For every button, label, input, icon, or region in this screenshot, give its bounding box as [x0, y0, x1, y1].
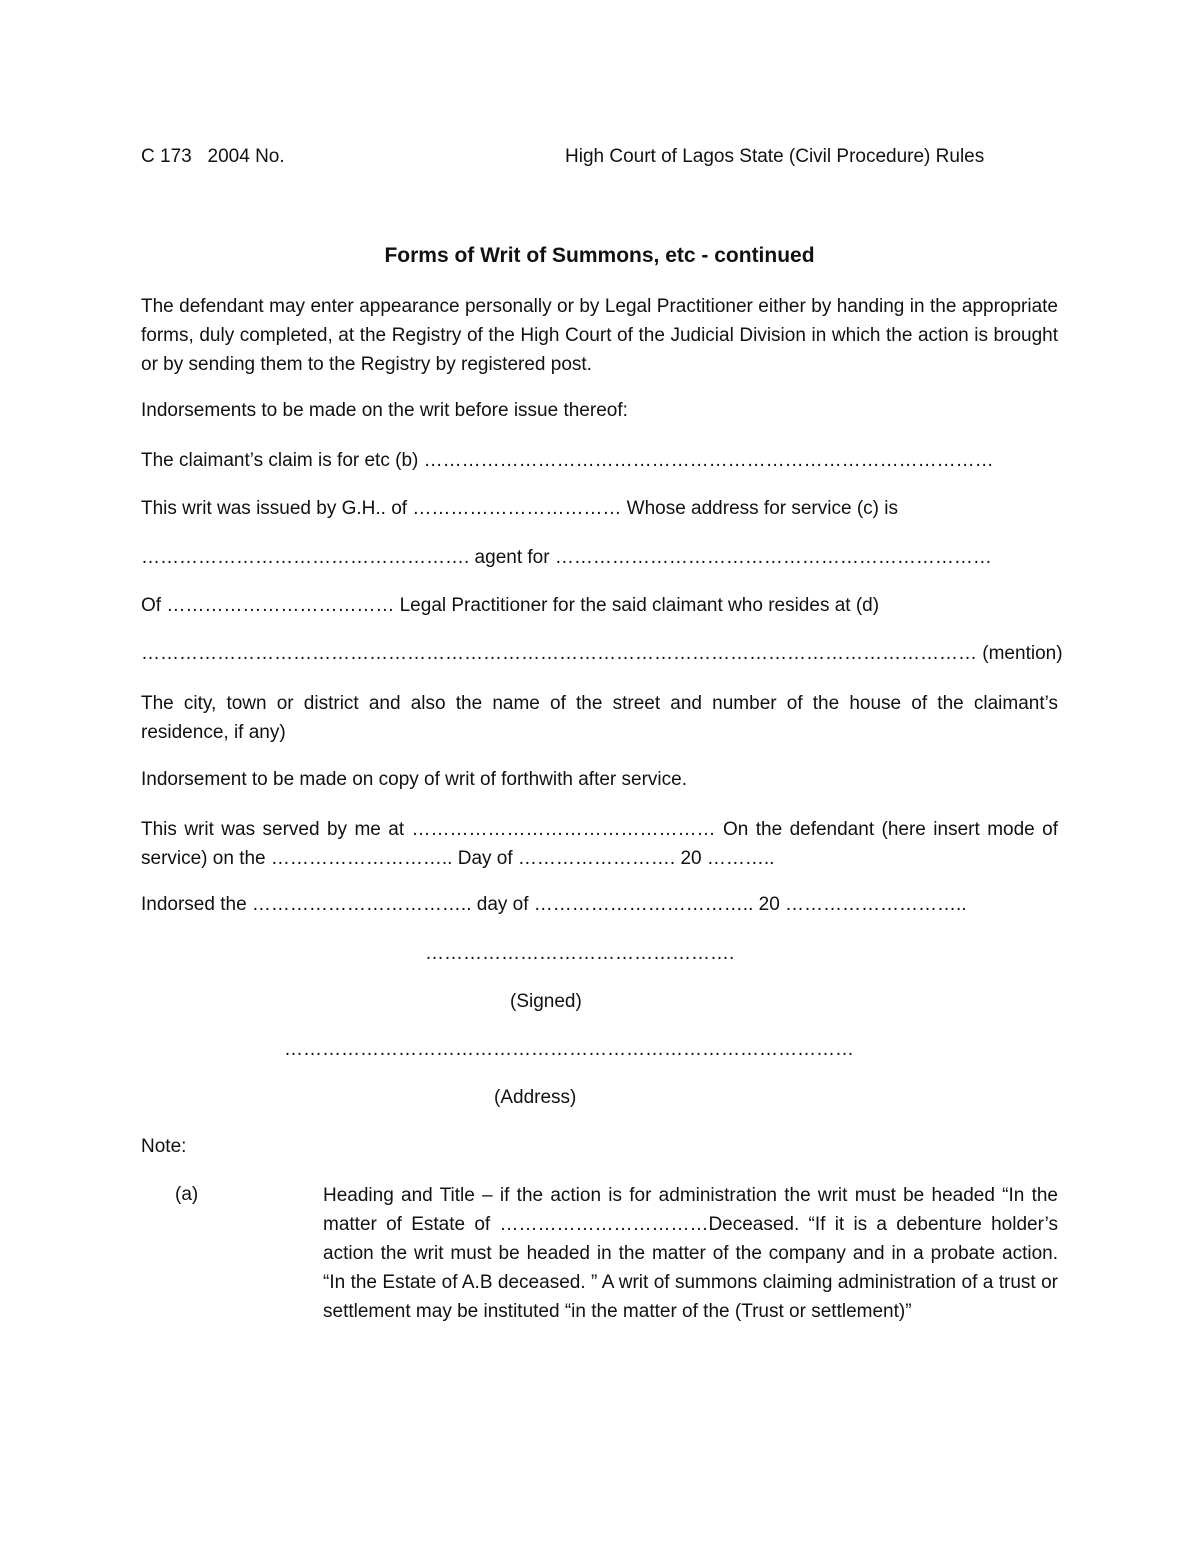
of-line: Of ……………………………… Legal Practitioner for the said claimant who resides at (d) — [141, 595, 880, 616]
service-heading: Indorsement to be made on copy of writ of forthwith after service. — [141, 769, 687, 790]
document-page — [141, 0, 1063, 1553]
served-paragraph: This writ was served by me at ………………………………………… On the defendant (here insert mode of service) on the ……………………….. Day of ……………………. 20 ……….. — [141, 819, 1058, 869]
address-label: (Address) — [494, 1087, 577, 1108]
mention-line: …………………………………………………………………………………………………………………… (mention) — [141, 643, 1063, 664]
indorsed-line: Indorsed the …………………………….. day of …………………………….. 20 ……………………….. — [141, 894, 967, 915]
signature-dots: …………………………………………. — [425, 943, 735, 964]
header-rules-title: High Court of Lagos State (Civil Procedure) Rules — [565, 146, 985, 167]
claim-line: The claimant’s claim is for etc (b) ……………………………………………………………………………… — [141, 450, 994, 471]
intro-paragraph: The defendant may enter appearance personally or by Legal Practitioner either by handing in the appropriate forms, duly completed, at the Registry of the High Court of the Judicial Division in which the action is brought or by sending them to the Registry by registered post. — [141, 296, 1058, 375]
signed-label: (Signed) — [510, 991, 582, 1012]
agent-line: ……………………………………………. agent for …………………………………………………………… — [141, 547, 992, 568]
note-item-text: Heading and Title – if the action is for administration the writ must be headed “In the matter of Estate of ……………………………Deceased. “If it is a debenture holder’s action the writ must be headed in the matter of the company and in a probate action. “In the Estate of A.B deceased. ” A writ of summons claiming administration of a trust or settlement may be instituted “in the matter of the (Trust or settlement)” — [323, 1185, 1058, 1322]
note-item-label: (a) — [175, 1184, 199, 1205]
issued-line: This writ was issued by G.H.. of …………………………… Whose address for service (c) is — [141, 498, 898, 519]
address-dots: ……………………………………………………………………………… — [284, 1039, 854, 1060]
page-title: Forms of Writ of Summons, etc - continued — [384, 244, 815, 267]
header-form-number: C 173 2004 No. — [141, 146, 285, 167]
indorsements-heading: Indorsements to be made on the writ before issue thereof: — [141, 400, 628, 421]
city-note-paragraph: The city, town or district and also the name of the street and number of the house of the claimant’s residence, if any) — [141, 693, 1058, 743]
note-heading: Note: — [141, 1136, 187, 1157]
